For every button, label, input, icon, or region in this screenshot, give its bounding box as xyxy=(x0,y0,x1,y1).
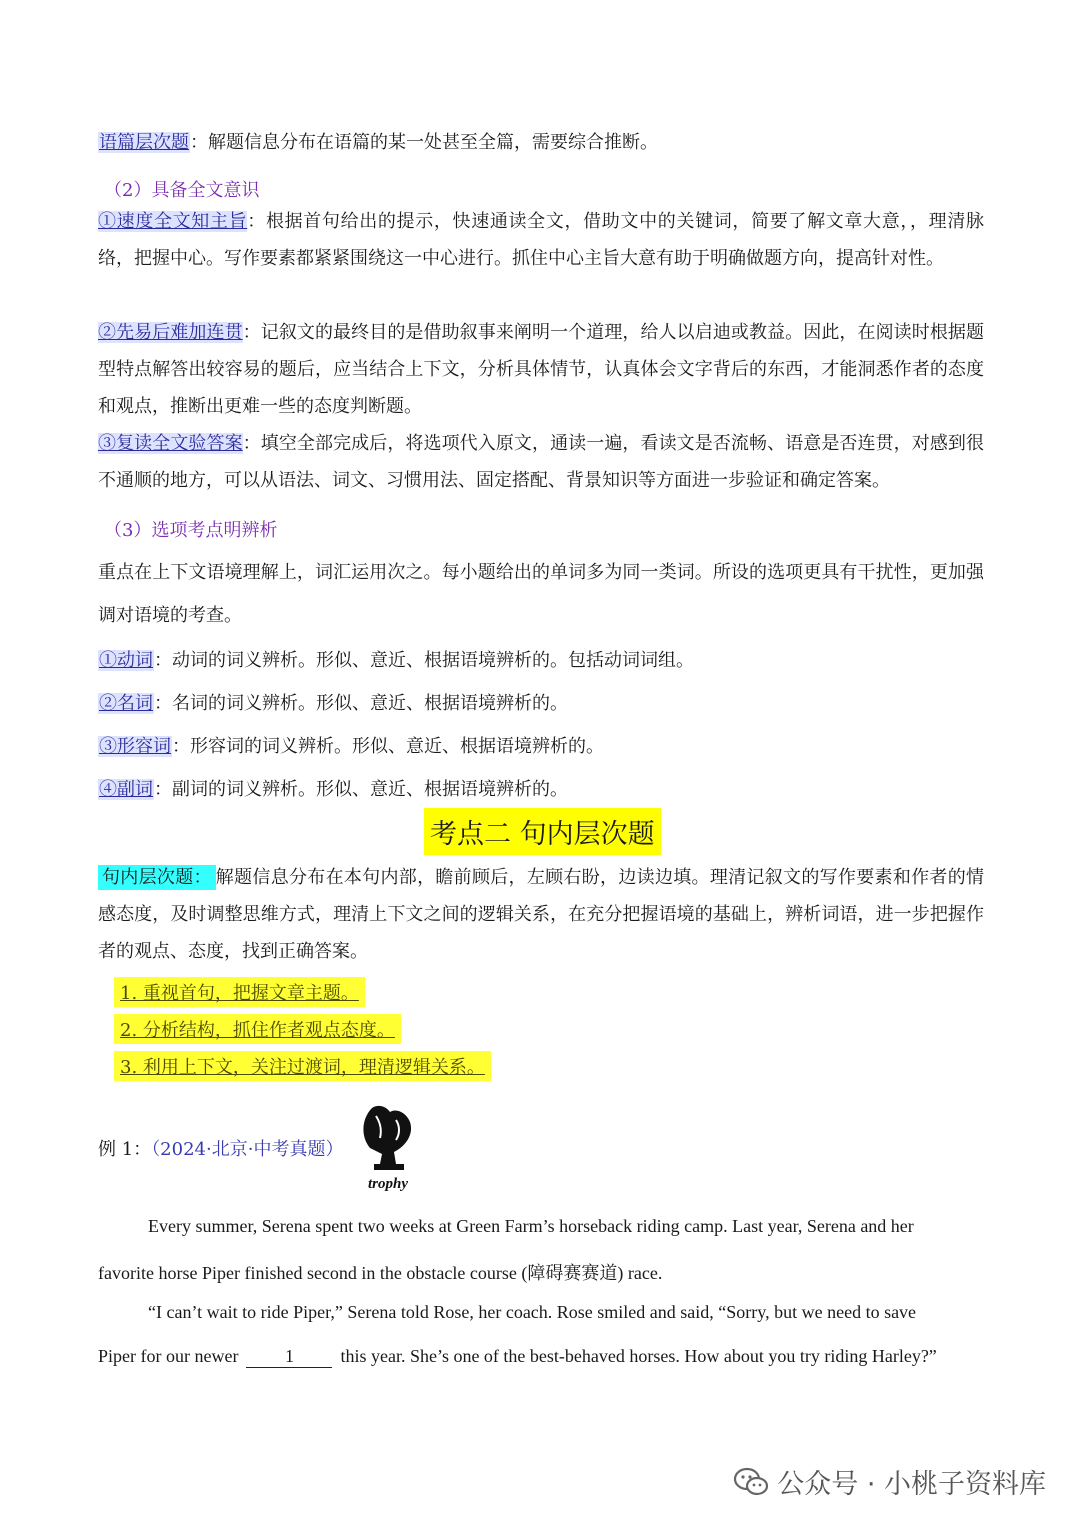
tip-item-2: 2. 分析结构，抓住作者观点态度。 xyxy=(114,1014,401,1044)
section-title: 考点二 句内层次题 xyxy=(424,808,661,855)
term-reread: ③复读全文验答案 xyxy=(98,433,243,454)
item-adverb xyxy=(98,775,568,801)
trophy-illustration xyxy=(352,1098,424,1194)
tip-item-1: 1. 重视首句，把握文章主题。 xyxy=(114,977,365,1007)
text-discourse-level: ：解题信息分布在语篇的某一处甚至全篇，需要综合推断。 xyxy=(190,132,658,153)
bullet-easy-first xyxy=(98,314,984,425)
item-verb xyxy=(98,646,694,672)
term-speed-read: ①速度全文知主旨 xyxy=(98,211,248,232)
passage-line-4 xyxy=(98,1346,984,1368)
text-adjective: ：形容词的词义辨析。形似、意近、根据语境辨析的。 xyxy=(172,736,604,757)
text-verb: ：动词的词义辨析。形似、意近、根据语境辨析的。包括动词词组。 xyxy=(154,650,694,671)
bullet-speed-read xyxy=(98,203,984,277)
item-adjective xyxy=(98,732,604,758)
paragraph-discourse-level xyxy=(98,128,658,154)
paragraph-sentence-level xyxy=(98,859,984,970)
text-reread: ：填空全部完成后，将选项代入原文，通读一遍，看读文是否流畅、语意是否连贯，对感到很不通顺的地方，可以从语法、词文、习惯用法、固定搭配、背景知识等方面进一步验证和确定答案。 xyxy=(98,433,985,491)
text-noun: ：名词的词义辨析。形似、意近、根据语境辨析的。 xyxy=(154,693,568,714)
passage-line-3: “I can’t wait to ride Piper,” Serena told Rose, her coach. Rose smiled and said, “Sorry, but we need to save xyxy=(148,1302,917,1322)
paragraph-options-focus: 重点在上下文语境理解上，词汇运用次之。每小题给出的单词多为同一类词。所设的选项更具有干扰性，更加强调对语境的考查。 xyxy=(98,562,984,626)
bullet-reread xyxy=(98,425,984,499)
item-noun xyxy=(98,689,568,715)
term-adjective: ③形容词 xyxy=(99,736,171,757)
text-adverb: ：副词的词义辨析。形似、意近、根据语境辨析的。 xyxy=(154,779,568,800)
text-easy-first: ：记叙文的最终目的是借助叙事来阐明一个道理，给人以启迪或教益。因此，在阅读时根据题型特点解答出较容易的题后，应当结合上下文，分析具体情节，认真体会文字背后的东西，才能洞悉作者的态度和观点，推断出更难一些的态度判断题。 xyxy=(98,322,985,417)
wechat-icon xyxy=(733,1467,769,1497)
term-adverb: ④副词 xyxy=(99,779,153,800)
subheading-whole-text: （2）具备全文意识 xyxy=(104,180,260,201)
term-easy-first: ②先易后难加连贯 xyxy=(98,322,243,343)
example-label xyxy=(98,1135,343,1161)
passage-line-2: favorite horse Piper finished second in the obstacle course (障碍赛赛道) race. xyxy=(98,1263,663,1283)
example-source: （2024·北京·中考真题） xyxy=(151,1139,344,1160)
term-sentence-level: 句内层次题： xyxy=(98,865,216,890)
blank-1[interactable]: 1 xyxy=(246,1346,332,1368)
term-verb: ①动词 xyxy=(99,650,153,671)
passage-line-4-end: this year. She’s one of the best-behaved horses. How about you try riding Harley?” xyxy=(340,1346,937,1366)
term-discourse-level: 语篇层次题 xyxy=(99,132,189,153)
watermark xyxy=(733,1462,1046,1501)
text-speed-read: ：根据首句给出的提示，快速通读全文，借助文中的关键词，简要了解文章大意，，理清脉络，把握中心。写作要素都紧紧围绕这一中心进行。抓住中心主旨大意有助于明确做题方向，提高针对性。 xyxy=(98,211,985,269)
example-number: 例 1： xyxy=(98,1139,152,1160)
tip-item-3: 3. 利用上下文，关注过渡词，理清逻辑关系。 xyxy=(114,1051,491,1081)
subheading-options: （3）选项考点明辨析 xyxy=(104,520,278,541)
watermark-text: 公众号 · 小桃子资料库 xyxy=(777,1469,1046,1500)
text-sentence-level: 解题信息分布在本句内部，瞻前顾后，左顾右盼，边读边填。理清记叙文的写作要素和作者的情感态度，及时调整思维方式，理清上下文之间的逻辑关系，在充分把握语境的基础上，辨析词语，进一步把握作者的观点、态度，找到正确答案。 xyxy=(98,867,985,962)
trophy-caption: trophy xyxy=(368,1176,409,1192)
passage-line-1: Every summer, Serena spent two weeks at Green Farm’s horseback riding camp. Last year, Serena and her xyxy=(148,1216,914,1236)
passage-line-4-start: Piper for our newer xyxy=(98,1346,239,1366)
term-noun: ②名词 xyxy=(99,693,153,714)
